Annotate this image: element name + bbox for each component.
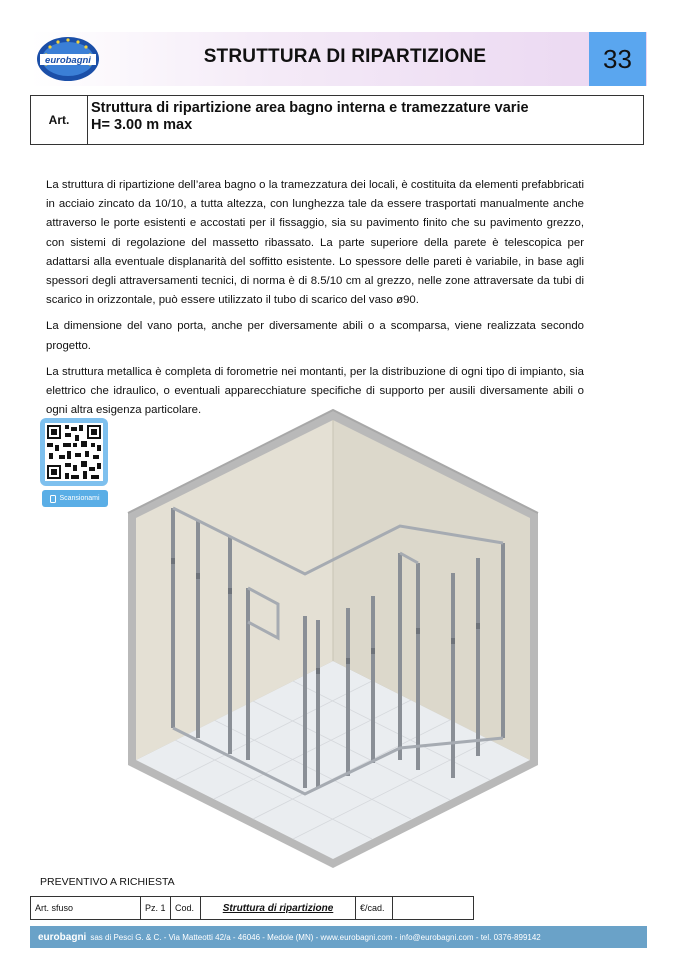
cod-cell: Cod. [171,897,201,919]
page-title: STRUTTURA DI RIPARTIZIONE [203,46,487,67]
paragraph-3: La struttura metallica è completa di forometrie nei montanti, per la distribuzione di ogni tipo di impianto, sia elettrico che idraulico, o eventuali apparecchiature specifiche di supporto per ausili diversamente abili o ogni altra esigenza particolare. [46,365,584,417]
article-title [91,100,631,134]
unit-cell: €/cad. [356,897,393,919]
qr-code-icon [45,423,103,481]
partition-structure-illustration [118,408,588,878]
article-title-line2: H= 3.00 m max [91,117,193,133]
article-label: Art. [31,96,88,144]
price-cell [393,897,473,919]
logo-text: eurobagni [45,55,91,66]
eurobagni-logo [36,36,100,82]
scan-button-label: Scansionami [59,495,100,502]
product-cell: Struttura di ripartizione [201,897,356,919]
price-table [30,896,474,920]
scan-button[interactable] [42,490,108,507]
qr-code[interactable] [40,418,108,486]
description-text [46,176,584,427]
page-number: 33 [589,32,646,86]
paragraph-2: La dimensione del vano porta, anche per diversamente abili o a scomparsa, viene realizzata secondo progetto. [46,320,584,352]
article-title-line1: Struttura di ripartizione area bagno interna e tramezzature varie [91,100,529,116]
paragraph-1: La struttura di ripartizione dell’area bagno o la tramezzatura dei locali, è costituita da elementi prefabbricati in acciaio zincato da 10/10, a tutta altezza, con lunghezza tale da essere trasportati manualmente anche attraverso le porte esistenti e accostati per il fissaggio, sia su pavimento finito che su pavimento grezzo, con sistemi di regolazione del massetto ribassato. La parte superiore della parete è telescopica per adattarsi alla eventuale displanarità del soffitto esistente. Lo spessore delle pareti è variabile, in base agli spessori degli attraversamenti tecnici, di norma è di 8.5/10 cm al grezzo, nelle zone attraversate da tubi di scarico in orizzontale, può essere utilizzato il tubo di scarico del vaso ø90. [46,179,584,307]
footer-company: eurobagni [38,931,87,943]
art-type-cell: Art. sfuso [31,897,141,919]
footer [30,926,647,948]
pz-cell: Pz. 1 [141,897,171,919]
quote-label: PREVENTIVO A RICHIESTA [40,876,175,888]
footer-details: sas di Pesci G. & C. - Via Matteotti 42/a - 46046 - Medole (MN) - www.eurobagni.com - info@eurobagni.com - tel. 0376-899142 [90,932,541,942]
article-box [30,95,644,145]
phone-icon [50,495,56,503]
